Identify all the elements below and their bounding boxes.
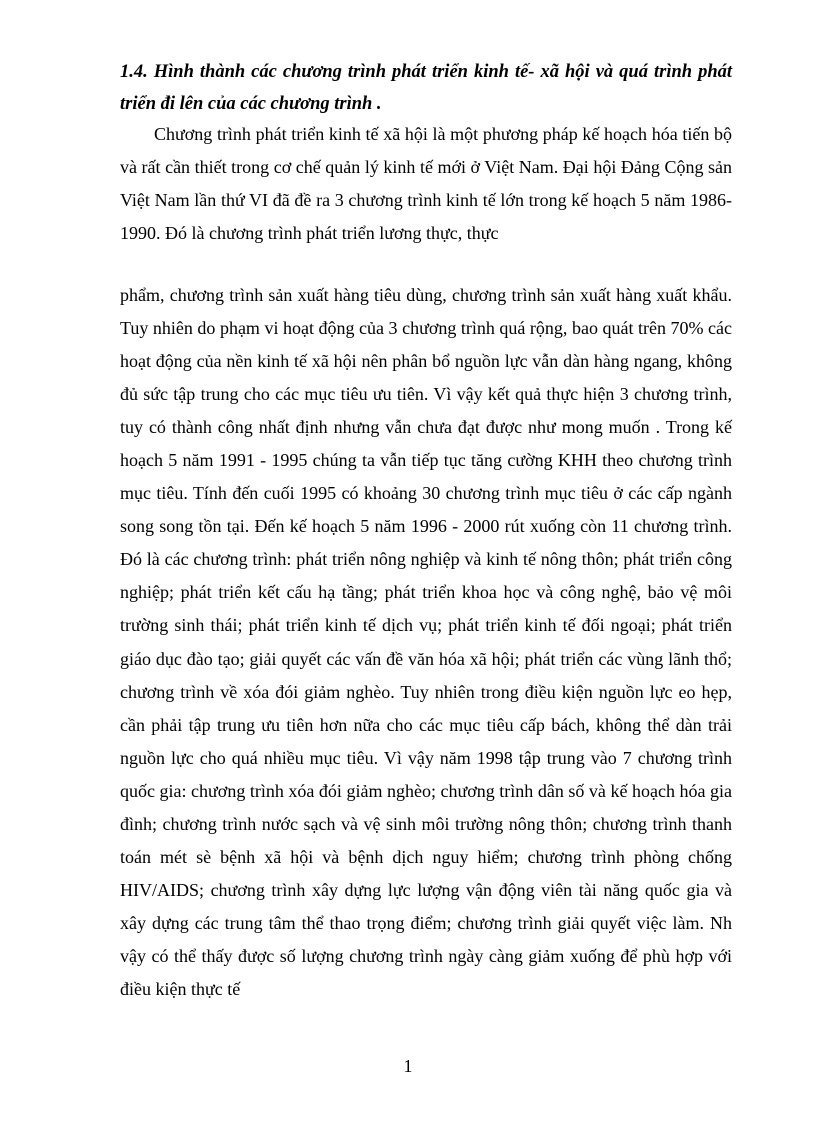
paragraph-body: phẩm, chương trình sản xuất hàng tiêu dùng, chương trình sản xuất hàng xuất khẩu. Tuy nhiên do phạm vi hoạt động của 3 chương trình quá rộng, bao quát trên 70% các hoạt động của nền kinh tế xã hội nên phân bổ nguồn lực vẫn dàn hàng ngang, không đủ sức tập trung cho các mục tiêu ưu tiên. Vì vậy kết quả thực hiện 3 chương trình, tuy có thành công nhất định nhưng vẫn chưa đạt được như mong muốn . Trong kế hoạch 5 năm 1991 - 1995 chúng ta vẫn tiếp tục tăng cường KHH theo chương trình mục tiêu. Tính đến cuối 1995 có khoảng 30 chương trình mục tiêu ở các cấp ngành song song tồn tại. Đến kế hoạch 5 năm 1996 - 2000 rút xuống còn 11 chương trình. Đó là các chương trình: phát triển nông nghiệp và kinh tế nông thôn; phát triển công nghiệp; phát triển kết cấu hạ tầng; phát triển khoa học và công nghệ, bảo vệ môi trường sinh thái; phát triển kinh tế dịch vụ; phát triển kinh tế đối ngoại; phát triển giáo dục đào tạo; giải quyết các vấn đề văn hóa xã hội; phát triển các vùng lãnh thổ; chương trình về xóa đói giảm nghèo. Tuy nhiên trong điều kiện nguồn lực eo hẹp, cần phải tập trung ưu tiên hơn nữa cho các mục tiêu cấp bách, không thể dàn trải nguồn lực cho quá nhiều mục tiêu. Vì vậy năm 1998 tập trung vào 7 chương trình quốc gia: chương trình xóa đói giảm nghèo; chương trình dân số và kế hoạch hóa gia đình; chương trình nước sạch và vệ sinh môi trường nông thôn; chương trình thanh toán mét sè bệnh xã hội và bệnh dịch nguy hiểm; chương trình phòng chống HIV/AIDS; chương trình xây dựng lực lượng vận động viên tài năng quốc gia và xây dựng các trung tâm thể thao trọng điểm; chương trình giải quyết việc làm. Nh vậy có thể thấy được số lượng chương trình ngày càng giảm xuống để phù hợp với điều kiện thực tế [120, 285, 732, 999]
paragraph-intro: Chương trình phát triển kinh tế xã hội là một phương pháp kế hoạch hóa tiến bộ và rất cần thiết trong cơ chế quản lý kinh tế mới ở Việt Nam. Đại hội Đảng Cộng sản Việt Nam lần thứ VI đã đề ra 3 chương trình kinh tế lớn trong kế hoạch 5 năm 1986-1990. Đó là chương trình phát triển lương thực, thực [120, 124, 732, 243]
page-number: 1 [403, 1056, 413, 1076]
section-heading: 1.4. Hình thành các chương trình phát triển kinh tế- xã hội và quá trình phát triển đi lên của các chương trình . [120, 62, 732, 114]
